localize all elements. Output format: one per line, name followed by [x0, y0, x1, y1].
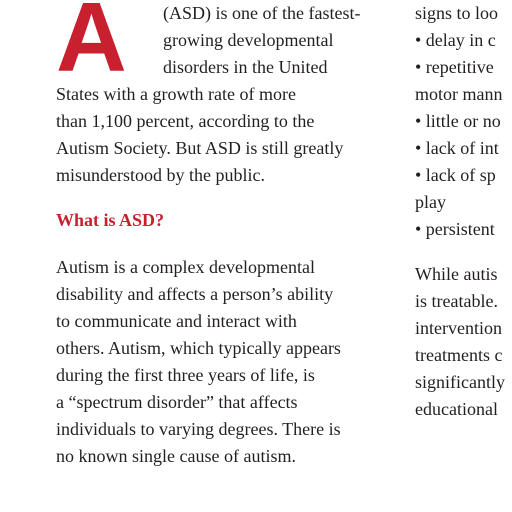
- body-line: disability and affects a person’s ability: [56, 284, 334, 304]
- intro-line: than 1,100 percent, according to the: [56, 111, 315, 131]
- bullet-item: • lack of sp: [415, 165, 496, 185]
- right-column-line: intervention: [415, 318, 502, 338]
- bullet-item-continuation: motor mann: [415, 84, 503, 104]
- bullet-item-continuation: play: [415, 192, 446, 212]
- right-column-line: signs to loo: [415, 3, 499, 23]
- body-line: individuals to varying degrees. There is: [56, 419, 341, 439]
- drop-cap-letter: A: [56, 0, 127, 92]
- intro-line: misunderstood by the public.: [56, 165, 265, 185]
- right-column-line: treatments c: [415, 345, 503, 365]
- body-line: Autism is a complex developmental: [56, 257, 315, 277]
- bullet-item: • little or no: [415, 111, 501, 131]
- right-column-line: educational: [415, 399, 498, 419]
- bullet-item: • repetitive: [415, 57, 494, 77]
- section-heading: What is ASD?: [56, 210, 165, 230]
- intro-line: growing developmental: [163, 30, 334, 50]
- bullet-item: • persistent: [415, 219, 495, 239]
- intro-line: disorders in the United: [163, 57, 328, 77]
- bullet-item: • lack of int: [415, 138, 499, 158]
- body-line: during the first three years of life, is: [56, 365, 315, 385]
- right-column-line: is treatable.: [415, 291, 498, 311]
- intro-line: States with a growth rate of more: [56, 84, 296, 104]
- body-line: no known single cause of autism.: [56, 446, 296, 466]
- body-line: others. Autism, which typically appears: [56, 338, 341, 358]
- right-column-line: While autis: [415, 264, 498, 284]
- intro-line: Autism Society. But ASD is still greatly: [56, 138, 344, 158]
- body-line: to communicate and interact with: [56, 311, 297, 331]
- right-column-line: significantly: [415, 372, 505, 392]
- body-line: a “spectrum disorder” that affects: [56, 392, 298, 412]
- bullet-item: • delay in c: [415, 30, 496, 50]
- intro-line: (ASD) is one of the fastest-: [163, 3, 361, 23]
